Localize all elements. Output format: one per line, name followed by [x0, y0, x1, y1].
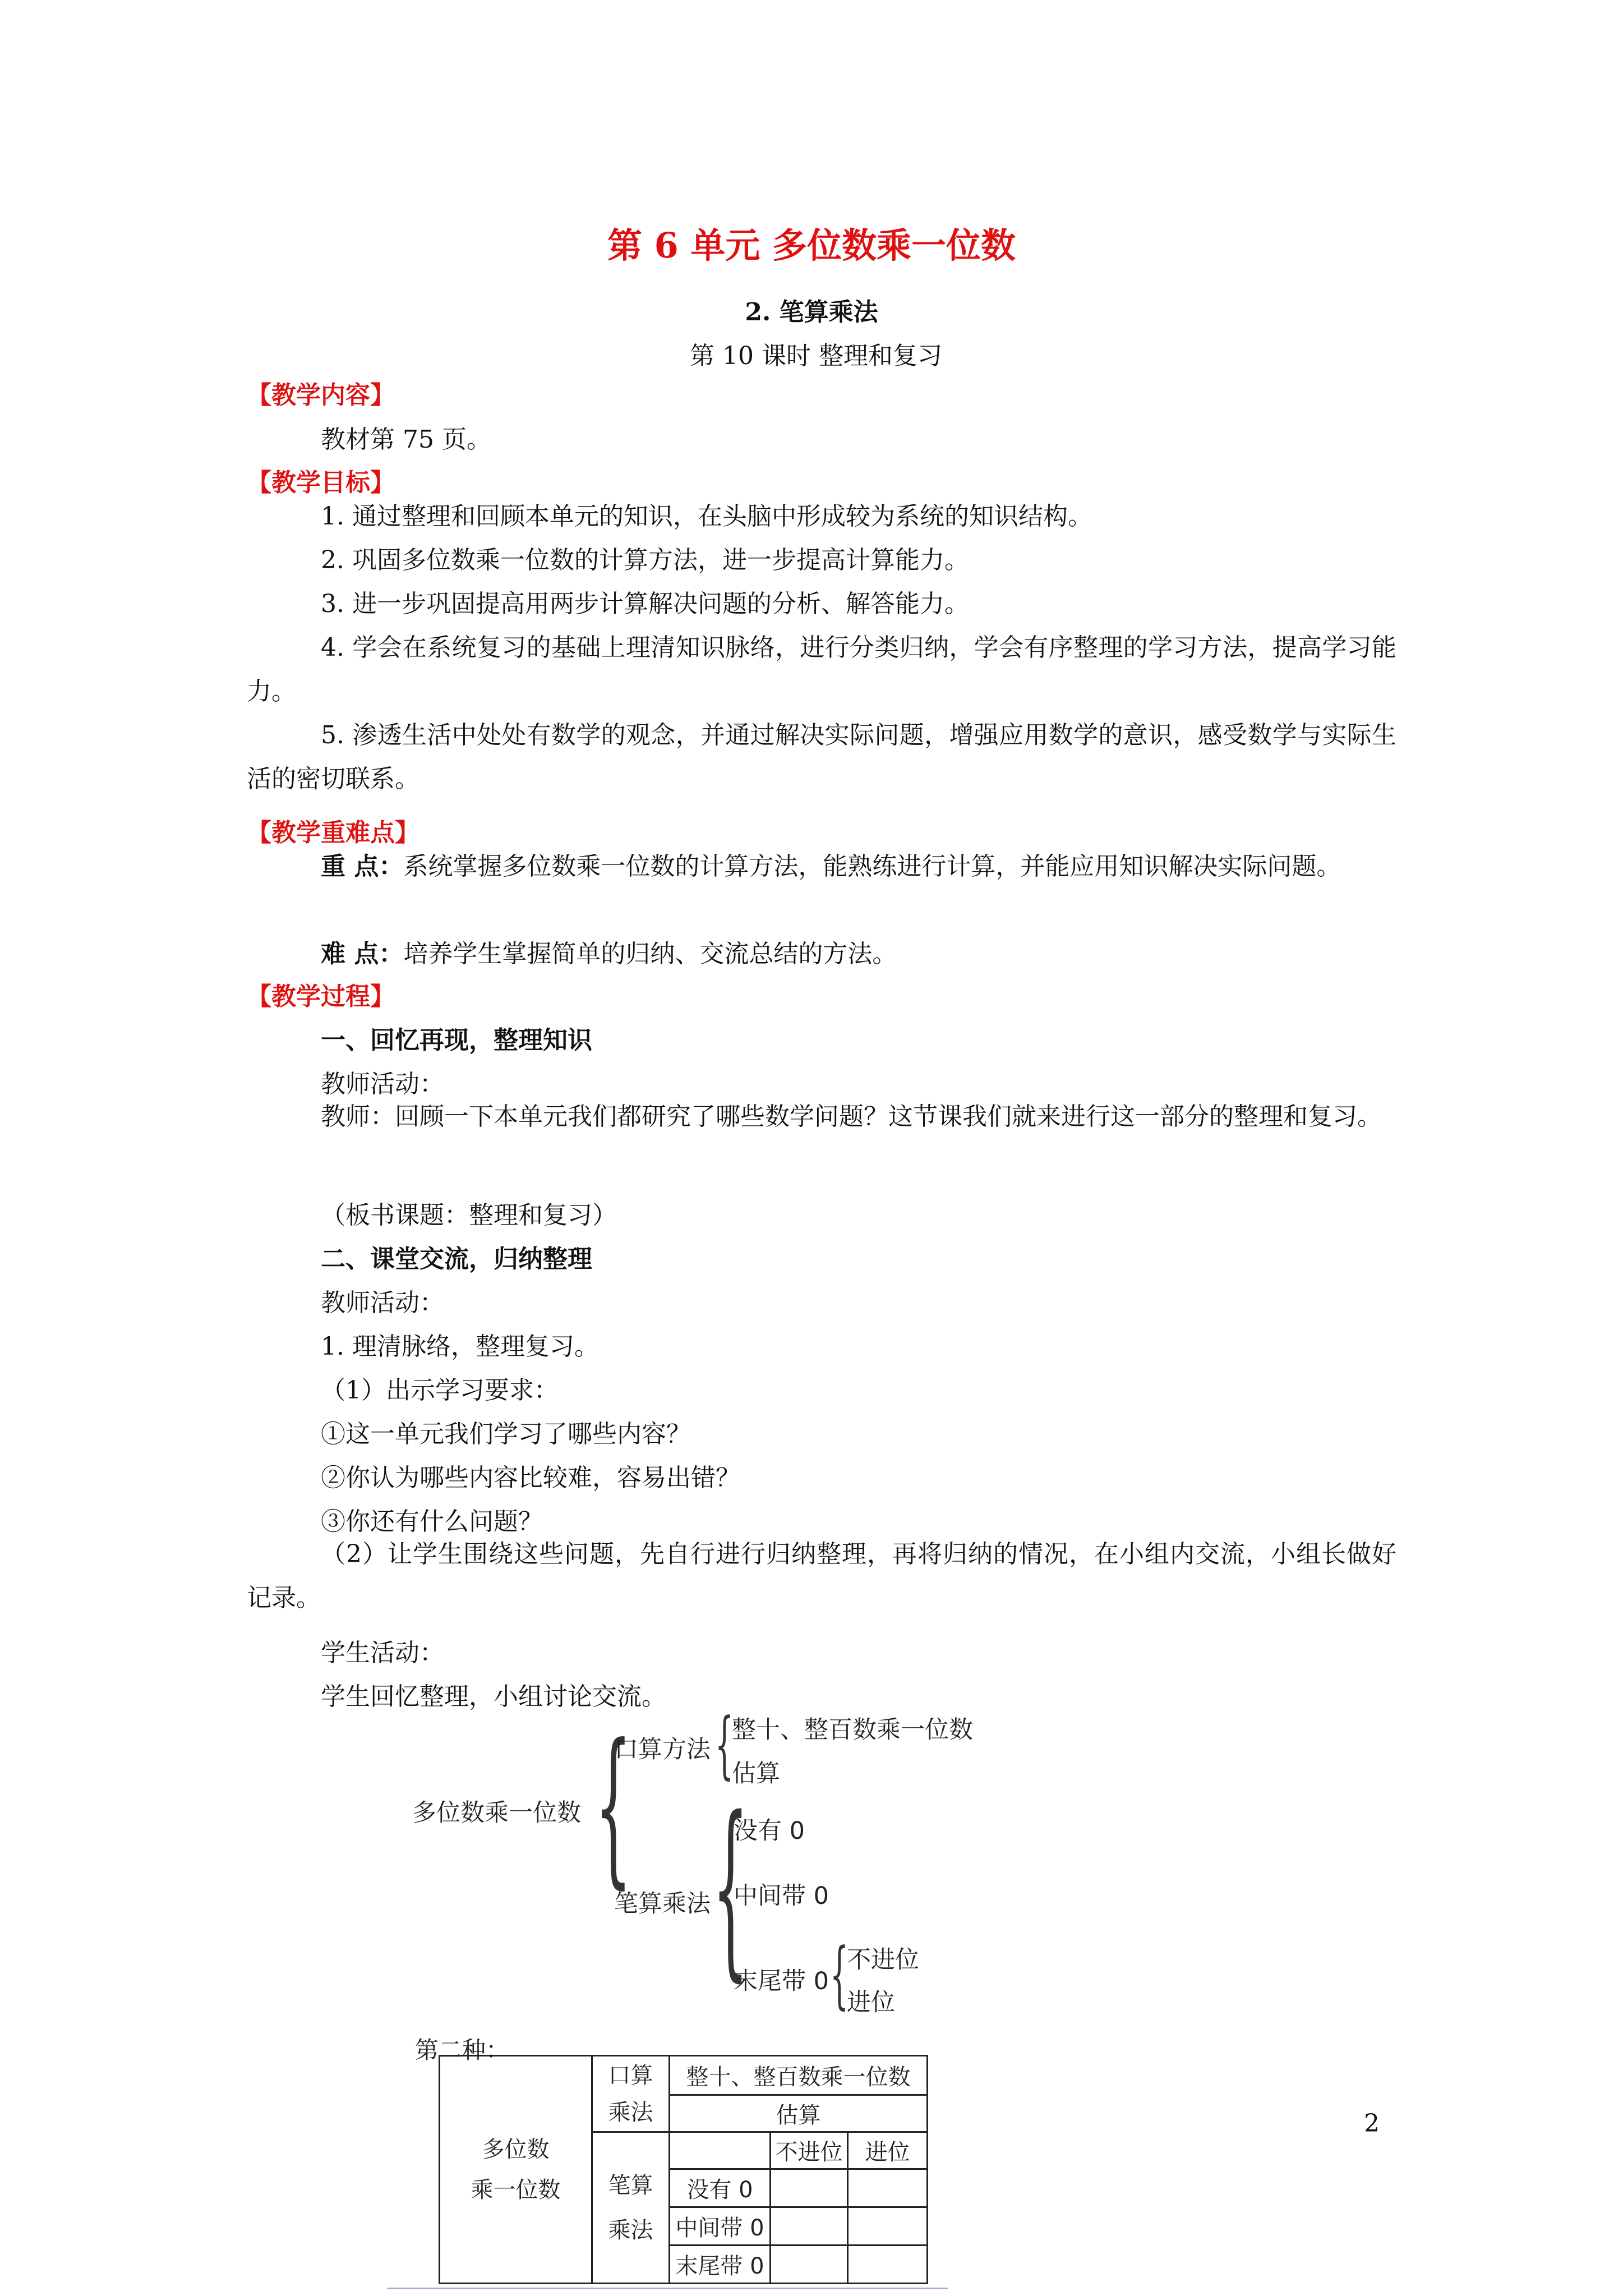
- table-oral-cell: [592, 2056, 670, 2132]
- section-subtitle: 2. 笔算乘法: [745, 298, 878, 326]
- question-3: ③你还有什么问题？: [321, 1507, 543, 1536]
- tree-root: 多位数乘一位数: [412, 1799, 581, 1827]
- table-empty-cell: [848, 2246, 928, 2284]
- table-empty-cell: [771, 2246, 848, 2284]
- table-written-line: 乘法: [608, 2217, 653, 2243]
- table-col-header: 不进位: [771, 2132, 848, 2169]
- goal-item: 4. 学会在系统复习的基础上理清知识脉络，进行分类归纳，学会有序整理的学习方法，提高学习能力。: [247, 633, 1396, 706]
- tree-oral-item: 整十、整百数乘一位数: [732, 1716, 973, 1744]
- brace-icon: {: [594, 1708, 632, 1904]
- table-oral-line: 乘法: [608, 2099, 653, 2125]
- content-text: 教材第 75 页。: [321, 425, 491, 454]
- goal-item: 2. 巩固多位数乘一位数的计算方法，进一步提高计算能力。: [321, 546, 969, 574]
- table-empty-cell: [848, 2169, 928, 2207]
- key-text: 系统掌握多位数乘一位数的计算方法，能熟练进行计算，并能应用知识解决实际问题。: [403, 852, 1341, 881]
- summary-table: [439, 2055, 928, 2284]
- key-point: [247, 845, 1396, 889]
- tree-end-zero-item: 进位: [847, 1989, 895, 2017]
- teacher-activity-label: 教师活动：: [321, 1289, 444, 1317]
- table-root-line: 乘一位数: [471, 2177, 561, 2203]
- table-empty-cell: [848, 2207, 928, 2246]
- table-row-header: 没有 0: [670, 2169, 771, 2207]
- table-row-header: 末尾带 0: [670, 2246, 771, 2284]
- table-oral-line: 口算: [608, 2062, 653, 2088]
- goals-heading: 【教学目标】: [247, 468, 395, 497]
- tree-written: 笔算乘法: [614, 1890, 711, 1918]
- table-oral-item: 整十、整百数乘一位数: [670, 2056, 928, 2095]
- table-row-header: 中间带 0: [670, 2207, 771, 2246]
- brace-icon: {: [715, 1702, 734, 1787]
- bottom-rule: [387, 2288, 948, 2289]
- content-heading: 【教学内容】: [247, 381, 395, 409]
- table-empty-cell: [670, 2132, 771, 2169]
- table-written-cell: [592, 2132, 670, 2284]
- tree-written-item: 中间带 0: [734, 1882, 829, 1910]
- page-number: 2: [1364, 2109, 1380, 2138]
- difficult-point: [247, 932, 1396, 976]
- lesson-line: 第 10 课时 整理和复习: [690, 342, 942, 370]
- table-empty-cell: [771, 2169, 848, 2207]
- table-written-line: 笔算: [608, 2172, 653, 2198]
- table-root-cell: [440, 2056, 592, 2284]
- question-2: ②你认为哪些内容比较难，容易出错？: [321, 1464, 740, 1492]
- question-1: ①这一单元我们学习了哪些内容？: [321, 1420, 691, 1448]
- teacher-speech: 教师：回顾一下本单元我们都研究了哪些数学问题？这节课我们就来进行这一部分的整理和复习。: [321, 1102, 1382, 1131]
- table-col-header: 进位: [848, 2132, 928, 2169]
- step-1-1: （1）出示学习要求：: [321, 1376, 559, 1405]
- key-heading: 【教学重难点】: [247, 818, 419, 847]
- difficult-text: 培养学生掌握简单的归纳、交流总结的方法。: [403, 940, 897, 968]
- part2-title: 二、课堂交流，归纳整理: [321, 1245, 592, 1273]
- page-title: 第 6 单元 多位数乘一位数: [607, 225, 1016, 266]
- second-method-label: 第二种：: [415, 2036, 510, 2064]
- goal-item: 3. 进一步巩固提高用两步计算解决问题的分析、解答能力。: [321, 590, 969, 618]
- part1-title: 一、回忆再现，整理知识: [321, 1026, 592, 1055]
- board-title: （板书课题：整理和复习）: [321, 1201, 617, 1230]
- tree-written-item: 没有 0: [734, 1817, 805, 1845]
- tree-end-zero-item: 不进位: [847, 1946, 919, 1974]
- student-activity-label: 学生活动：: [321, 1639, 444, 1667]
- difficult-label: 难 点：: [321, 940, 404, 968]
- goal-item: 5. 渗透生活中处处有数学的观念，并通过解决实际问题，增强应用数学的意识，感受数学与实际生活的密切联系。: [247, 721, 1396, 793]
- step-1: 1. 理清脉络，整理复习。: [321, 1332, 599, 1361]
- brace-icon: {: [712, 1777, 749, 1999]
- tree-written-item: 末尾带 0: [734, 1967, 829, 1995]
- brace-icon: {: [830, 1932, 849, 2017]
- teacher-activity-label: 教师活动：: [321, 1070, 444, 1098]
- tree-oral-item: 估算: [732, 1760, 780, 1788]
- table-oral-item: 估算: [670, 2095, 928, 2132]
- key-label: 重 点：: [321, 852, 404, 881]
- table-root-line: 多位数: [482, 2136, 550, 2162]
- student-text: 学生回忆整理，小组讨论交流。: [321, 1682, 666, 1711]
- process-heading: 【教学过程】: [247, 982, 395, 1011]
- step-1-2: （2）让学生围绕这些问题，先自行进行归纳整理，再将归纳的情况，在小组内交流，小组长做好记录。: [247, 1540, 1396, 1612]
- table-empty-cell: [771, 2207, 848, 2246]
- tree-oral: 口算方法: [614, 1736, 711, 1764]
- goal-item: 1. 通过整理和回顾本单元的知识，在头脑中形成较为系统的知识结构。: [321, 502, 1092, 531]
